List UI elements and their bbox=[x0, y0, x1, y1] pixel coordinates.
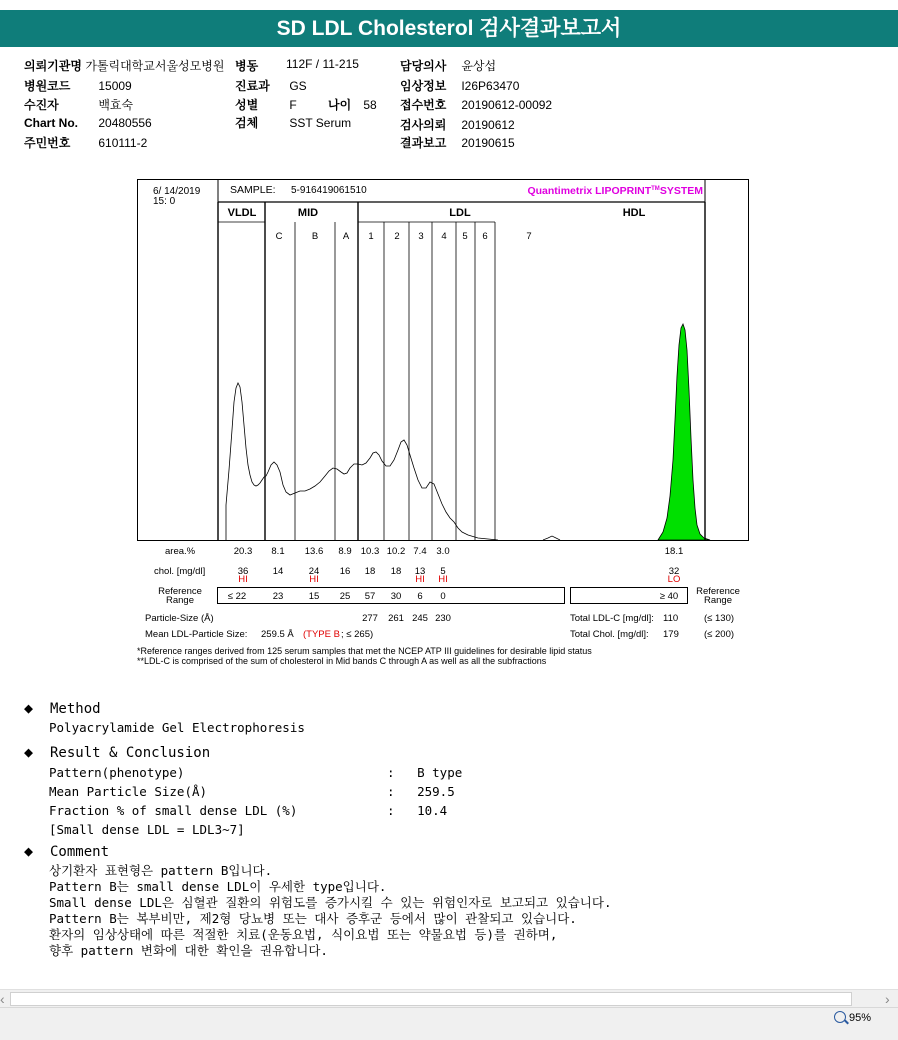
zoom-icon[interactable] bbox=[834, 1011, 846, 1023]
area-4: 3.0 bbox=[436, 546, 450, 557]
sex-label: 성별 bbox=[235, 98, 259, 112]
method-heading-text: Method bbox=[50, 701, 101, 717]
chol-label: chol. [mg/dl] bbox=[154, 566, 206, 577]
band-6: 6 bbox=[482, 231, 488, 242]
comment-heading-text: Comment bbox=[50, 844, 110, 860]
band-5: 5 bbox=[462, 231, 468, 242]
age-row bbox=[328, 96, 377, 113]
band-a: A bbox=[342, 231, 350, 242]
status-bar bbox=[0, 1007, 898, 1040]
age-value: 58 bbox=[363, 98, 377, 112]
region-ldl: LDL bbox=[449, 207, 471, 219]
result-value-row: : 259.5 bbox=[387, 784, 455, 799]
doctor-label: 담당의사 bbox=[400, 59, 447, 73]
total-ldl-ref: (≤ 130) bbox=[704, 613, 735, 624]
ref-2: 30 bbox=[390, 591, 402, 602]
institution-value: 가톨릭대학교서울성모병원 bbox=[85, 59, 225, 73]
psize-label: Particle-Size (Å) bbox=[145, 613, 214, 624]
band-4: 4 bbox=[441, 231, 447, 242]
mean-size-ref: ; ≤ 265) bbox=[341, 629, 374, 640]
request-label: 검사의뢰 bbox=[400, 118, 447, 132]
ward-value-row bbox=[286, 57, 359, 71]
ward-label: 병동 bbox=[235, 59, 259, 73]
result-value: 259.5 bbox=[417, 784, 455, 799]
request-value: 20190612 bbox=[461, 118, 515, 132]
band-2: 2 bbox=[394, 231, 400, 242]
result-label: Fraction % of small dense LDL (%) bbox=[49, 803, 298, 818]
recipient-value: 백효숙 bbox=[98, 98, 134, 112]
total-chol-value: 179 bbox=[663, 629, 679, 640]
band-7: 7 bbox=[526, 231, 532, 242]
comment-line: Pattern B는 복부비만, 제2형 당뇨병 또는 대사 증후군 등에서 많이 관찰되고 있습니다. bbox=[49, 911, 577, 926]
comment-line: 향후 pattern 변화에 대한 확인을 권유합니다. bbox=[49, 943, 328, 958]
psize-4: 230 bbox=[435, 613, 451, 624]
area-hdl: 18.1 bbox=[664, 546, 684, 557]
result-row bbox=[49, 784, 207, 800]
receipt-label: 접수번호 bbox=[400, 98, 447, 112]
dept-row bbox=[235, 77, 307, 94]
mean-size-label: Mean LDL-Particle Size: bbox=[145, 629, 248, 640]
receipt-value: 20190612-00092 bbox=[461, 98, 553, 112]
zoom-control[interactable] bbox=[834, 1011, 871, 1024]
electropherogram bbox=[138, 180, 748, 540]
hospital-code-row bbox=[24, 77, 132, 94]
sex-row bbox=[235, 96, 297, 113]
comment-line: Small dense LDL은 심혈관 질환의 위험도를 증가시킬 수 있는 위험인자로 보고되고 있습니다. bbox=[49, 895, 612, 910]
band-b: B bbox=[311, 231, 319, 242]
sample-label: SAMPLE: bbox=[230, 184, 276, 196]
age-label: 나이 bbox=[328, 98, 352, 112]
institution-row bbox=[24, 57, 224, 74]
report-label: 결과보고 bbox=[400, 136, 447, 150]
diamond-icon: ◆ bbox=[24, 743, 34, 761]
flag-4: HI bbox=[438, 574, 448, 585]
comment-heading bbox=[24, 842, 109, 860]
chol-hdl: 32 bbox=[668, 566, 680, 577]
region-vldl: VLDL bbox=[227, 207, 257, 219]
clinical-info-label: 임상정보 bbox=[400, 79, 447, 93]
ref-right-1: Reference bbox=[696, 586, 740, 597]
area-vldl: 20.3 bbox=[233, 546, 253, 557]
ref-hdl: ≥ 40 bbox=[659, 591, 679, 602]
total-chol-ref: (≤ 200) bbox=[704, 629, 735, 640]
recipient-row bbox=[24, 96, 133, 113]
comment-line: 환자의 임상상태에 따른 적절한 치료(운동요법, 식이요법 또는 약물요법 등)를 권하며, bbox=[49, 927, 558, 942]
ref-right-2: Range bbox=[704, 595, 732, 606]
footnotes bbox=[137, 646, 592, 666]
id-row bbox=[24, 134, 147, 151]
run-time: 15: 0 bbox=[153, 196, 176, 207]
report-title: SD LDL Cholesterol 검사결과보고서 bbox=[0, 10, 898, 47]
sex-value: F bbox=[289, 98, 297, 112]
horizontal-scrollbar[interactable] bbox=[0, 989, 898, 1007]
comment-line: 상기환자 표현형은 pattern B입니다. bbox=[49, 863, 273, 878]
result-heading bbox=[24, 743, 210, 761]
specimen-value: SST Serum bbox=[289, 116, 352, 130]
psize-1: 277 bbox=[362, 613, 378, 624]
chol-3: 13 bbox=[414, 566, 426, 577]
area-1: 10.3 bbox=[360, 546, 380, 557]
recipient-label: 수진자 bbox=[24, 98, 59, 112]
ref-4: 0 bbox=[440, 591, 446, 602]
clinical-info-row bbox=[400, 77, 519, 94]
area-a: 8.9 bbox=[338, 546, 352, 557]
institution-label: 의뢰기관명 bbox=[24, 59, 82, 73]
id-label: 주민번호 bbox=[24, 136, 71, 150]
result-row bbox=[49, 765, 184, 781]
doctor-value: 윤상섭 bbox=[461, 59, 497, 73]
diamond-icon: ◆ bbox=[24, 842, 34, 860]
request-row bbox=[400, 116, 515, 133]
lipoprint-report bbox=[137, 179, 749, 541]
band-1: 1 bbox=[368, 231, 374, 242]
mean-size-value: 259.5 Å bbox=[261, 629, 294, 640]
psize-2: 261 bbox=[388, 613, 404, 624]
doctor-row bbox=[400, 57, 496, 74]
chol-1: 18 bbox=[364, 566, 376, 577]
comment-lines bbox=[49, 863, 611, 959]
diamond-icon: ◆ bbox=[24, 699, 34, 717]
ref-c: 23 bbox=[272, 591, 284, 602]
result-label: Pattern(phenotype) bbox=[49, 765, 185, 780]
ref-label-1: Reference bbox=[158, 586, 202, 597]
mean-size-type: (TYPE B bbox=[303, 629, 340, 640]
band-c: C bbox=[275, 231, 283, 242]
zoom-level[interactable]: 95% bbox=[849, 1012, 872, 1024]
footnote-2: **LDL-C is comprised of the sum of cholesterol in Mid bands C through A as well as all the subfractions bbox=[137, 656, 547, 666]
result-note: [Small dense LDL = LDL3~7] bbox=[49, 822, 245, 837]
id-value: 610111-2 bbox=[98, 136, 148, 150]
result-value: B type bbox=[417, 765, 463, 780]
result-value-row: : 10.4 bbox=[387, 803, 448, 818]
area-c: 8.1 bbox=[271, 546, 285, 557]
method-heading bbox=[24, 699, 101, 717]
ref-vldl: ≤ 22 bbox=[227, 591, 247, 602]
chol-c: 14 bbox=[272, 566, 284, 577]
footnote-1: *Reference ranges derived from 125 serum samples that met the NCEP ATP III guidelines for desirable lipid status bbox=[137, 646, 592, 656]
hospital-code-value: 15009 bbox=[98, 79, 132, 93]
chart-no-row bbox=[24, 116, 152, 130]
area-3: 7.4 bbox=[413, 546, 427, 557]
area-label: area.% bbox=[165, 546, 196, 557]
clinical-info-value: I26P63470 bbox=[461, 79, 520, 93]
result-value: 10.4 bbox=[417, 803, 448, 818]
run-date: 6/ 14/2019 bbox=[153, 186, 201, 197]
chart-no-label: Chart No. bbox=[24, 116, 78, 130]
area-2: 10.2 bbox=[386, 546, 406, 557]
trace-fill bbox=[226, 324, 710, 540]
scroll-right-icon[interactable]: › bbox=[885, 991, 890, 1007]
method-text: Polyacrylamide Gel Electrophoresis bbox=[49, 720, 305, 735]
ref-1: 57 bbox=[364, 591, 376, 602]
chol-b: 24 bbox=[308, 566, 320, 577]
flag-3: HI bbox=[415, 574, 425, 585]
result-label: Mean Particle Size(Å) bbox=[49, 784, 208, 799]
scroll-thumb[interactable] bbox=[10, 992, 852, 1006]
brand-name: Quantimetrix LIPOPRINT™SYSTEM bbox=[527, 185, 703, 197]
flag-vldl: HI bbox=[238, 574, 248, 585]
ref-a: 25 bbox=[339, 591, 351, 602]
ward-value: 112F / 11-215 bbox=[286, 57, 359, 71]
ref-3: 6 bbox=[417, 591, 423, 602]
report-value: 20190615 bbox=[461, 136, 515, 150]
flag-b: HI bbox=[309, 574, 319, 585]
chol-vldl: 36 bbox=[237, 566, 249, 577]
result-row bbox=[49, 803, 297, 819]
dept-label: 진료과 bbox=[235, 79, 270, 93]
chart-no-value: 20480556 bbox=[98, 116, 152, 130]
sample-id: 5-916419061510 bbox=[291, 185, 367, 196]
scroll-left-icon[interactable]: ‹ bbox=[0, 991, 5, 1007]
region-hdl: HDL bbox=[622, 207, 646, 219]
receipt-row bbox=[400, 96, 552, 113]
chol-a: 16 bbox=[339, 566, 351, 577]
result-value-row: : B type bbox=[387, 765, 463, 780]
area-b: 13.6 bbox=[304, 546, 324, 557]
chol-4: 5 bbox=[440, 566, 446, 577]
specimen-label: 검체 bbox=[235, 116, 259, 130]
dept-value: GS bbox=[289, 79, 307, 93]
specimen-row bbox=[235, 114, 351, 131]
hospital-code-label: 병원코드 bbox=[24, 79, 71, 93]
result-heading-text: Result & Conclusion bbox=[50, 745, 211, 761]
ref-label-2: Range bbox=[166, 595, 194, 606]
band-3: 3 bbox=[418, 231, 424, 242]
band-dividers bbox=[218, 202, 705, 540]
psize-3: 245 bbox=[412, 613, 428, 624]
ward-row bbox=[235, 57, 258, 74]
total-chol-label: Total Chol. [mg/dl]: bbox=[570, 629, 649, 640]
report-row bbox=[400, 134, 515, 151]
flag-hdl: LO bbox=[667, 574, 681, 585]
results-table bbox=[137, 541, 749, 645]
total-ldl-value: 110 bbox=[663, 613, 679, 624]
region-mid: MID bbox=[297, 207, 319, 219]
ref-b: 15 bbox=[308, 591, 320, 602]
comment-line: Pattern B는 small dense LDL이 우세한 type입니다. bbox=[49, 879, 387, 894]
total-ldl-label: Total LDL-C [mg/dl]: bbox=[570, 613, 654, 624]
chol-2: 18 bbox=[390, 566, 402, 577]
